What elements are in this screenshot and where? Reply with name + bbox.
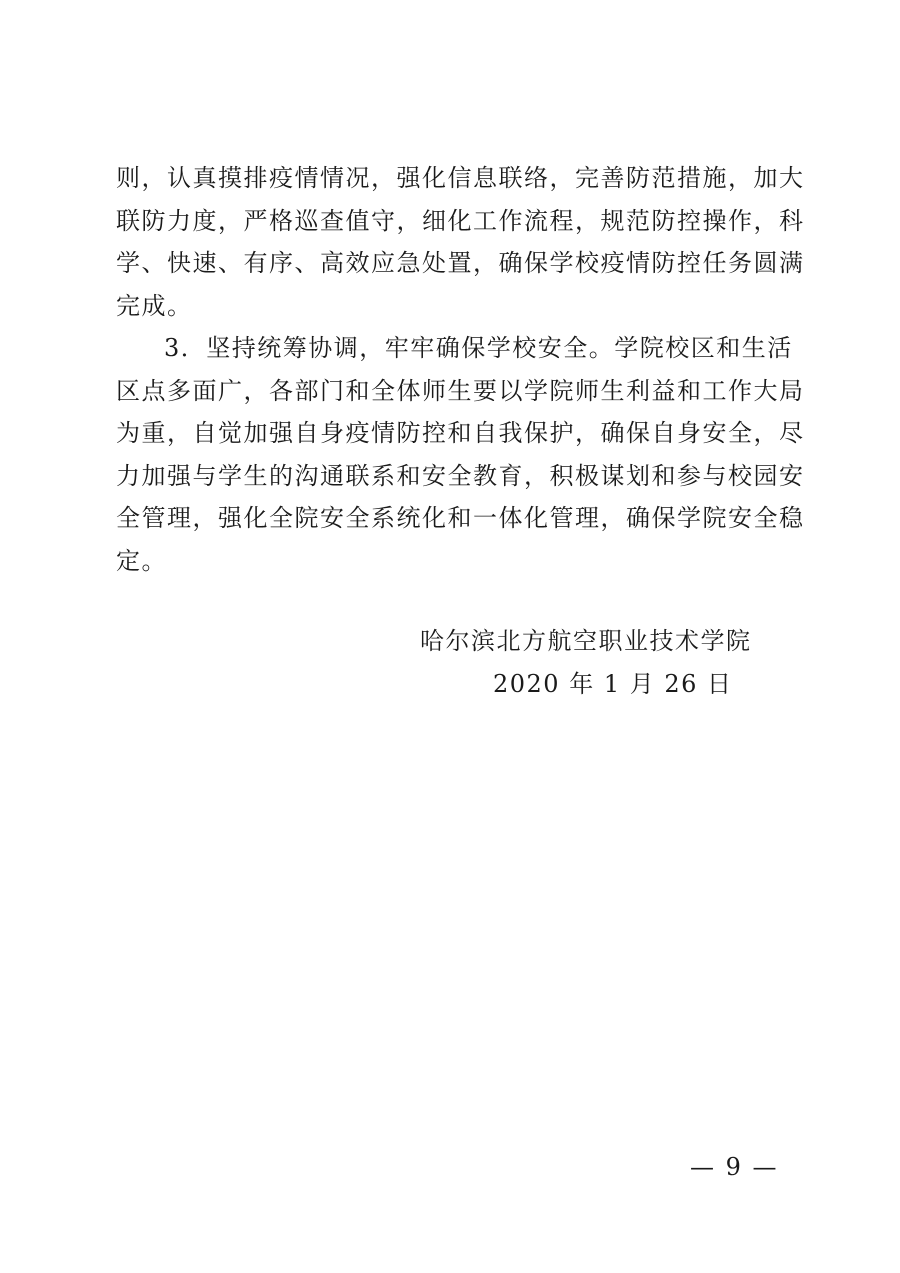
page-number: — 9 — [690,1153,779,1181]
paragraph-continuation: 则，认真摸排疫情情况，强化信息联络，完善防范措施，加大联防力度，严格巡查值守，细化工作流程，规范防控操作，科学、快速、有序、高效应急处置，确保学校疫情防控任务圆满完成。 [116,164,805,320]
signature-organization: 哈尔滨北方航空职业技术学院 [420,627,752,655]
paragraph-item-3: 3．坚持统筹协调，牢牢确保学校安全。学院校区和生活区点多面广，各部门和全体师生要以学院师生利益和工作大局为重，自觉加强自身疫情防控和自我保护，确保自身安全，尽力加强与学生的沟通联系和安全教育，积极谋划和参与校园安全管理，强化全院安全系统化和一体化管理，确保学院安全稳定。 [116,334,805,575]
document-body [116,157,806,582]
signature-date: 2020 年 1 月 26 日 [493,669,733,698]
signature-block [420,620,780,705]
